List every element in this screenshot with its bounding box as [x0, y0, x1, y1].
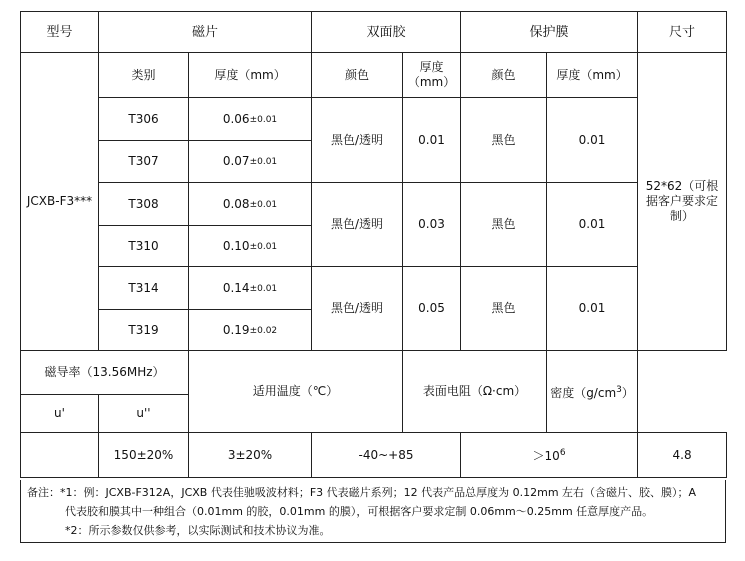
tape-color: 黑色/透明	[312, 98, 403, 183]
density-label: 密度$(g/cm^3)$	[547, 351, 638, 433]
resistance-label: 表面电阻（Ω·cm）	[403, 351, 547, 433]
notes-box	[20, 480, 726, 543]
film-thickness: 0.01	[547, 183, 638, 267]
tape-thickness-line1: 厚度	[419, 60, 444, 74]
u-prime-value: 150±20%	[99, 433, 189, 478]
tape-color: 黑色/透明	[312, 183, 403, 267]
header-magnetic-sheet: 磁片	[99, 12, 312, 53]
header-protective-film: 保护膜	[461, 12, 638, 53]
subheader-tape-color: 颜色	[312, 53, 403, 98]
film-color: 黑色	[461, 267, 547, 351]
sheet-category: T307	[99, 141, 189, 183]
size-value: 52*62（可根据客户要求定制）	[638, 53, 727, 351]
note-line-1: 备注：*1：例：JCXB-F312A，JCXB 代表佳驰吸波材料；F3 代表磁片系列；12 代表产品总厚度为 0.12mm 左右（含磁片、胶、膜）；A	[27, 486, 697, 499]
density-value: 4.8	[638, 433, 727, 478]
temperature-value: -40~+85	[312, 433, 461, 478]
u-prime-label: u'	[21, 395, 99, 433]
subheader-film-thickness: 厚度（mm）	[547, 53, 638, 98]
sheet-thickness: 0.06 $^{\pm 0.01}$	[189, 98, 312, 141]
sheet-thickness: 0.14 $^{\pm 0.01}$	[189, 267, 312, 310]
header-double-sided-tape: 双面胶	[312, 12, 461, 53]
u-double-prime-label: u''	[99, 395, 189, 433]
film-thickness: 0.01	[547, 267, 638, 351]
resistance-value: $>10^6$	[461, 433, 638, 478]
spec-table	[20, 11, 727, 478]
tape-color: 黑色/透明	[312, 267, 403, 351]
film-color: 黑色	[461, 183, 547, 267]
model-cell: JCXB-F3***	[21, 53, 99, 351]
film-color: 黑色	[461, 98, 547, 183]
sheet-category: T314	[99, 267, 189, 310]
tape-thickness: 0.05	[403, 267, 461, 351]
tape-thickness: 0.03	[403, 183, 461, 267]
subheader-film-color: 颜色	[461, 53, 547, 98]
permeability-label: 磁导率（13.56MHz）	[21, 351, 189, 395]
sheet-thickness: 0.07 $^{\pm 0.01}$	[189, 141, 312, 183]
sheet-category: T319	[99, 310, 189, 351]
u-double-prime-value: 3±20%	[189, 433, 312, 478]
sheet-category: T308	[99, 183, 189, 226]
tape-thickness-line2: （mm）	[407, 75, 456, 89]
note-line-2: 代表胶和膜其中一种组合（0.01mm 的胶，0.01mm 的膜），可根据客户要求定制 0.06mm～0.25mm 任意厚度产品。	[65, 505, 654, 518]
tape-thickness: 0.01	[403, 98, 461, 183]
header-size: 尺寸	[638, 12, 727, 53]
header-model: 型号	[21, 12, 99, 53]
subheader-category: 类别	[99, 53, 189, 98]
sheet-thickness: 0.10 $^{\pm 0.01}$	[189, 226, 312, 267]
note-line-3: *2：所示参数仅供参考，以实际测试和技术协议为准。	[65, 524, 331, 537]
subheader-thickness: 厚度（mm）	[189, 53, 312, 98]
subheader-tape-thickness	[403, 53, 461, 98]
sheet-category: T306	[99, 98, 189, 141]
sheet-category: T310	[99, 226, 189, 267]
sheet-thickness: 0.08 $^{\pm 0.01}$	[189, 183, 312, 226]
film-thickness: 0.01	[547, 98, 638, 183]
temperature-label: 适用温度（℃）	[189, 351, 403, 433]
sheet-thickness: 0.19 $^{\pm 0.02}$	[189, 310, 312, 351]
